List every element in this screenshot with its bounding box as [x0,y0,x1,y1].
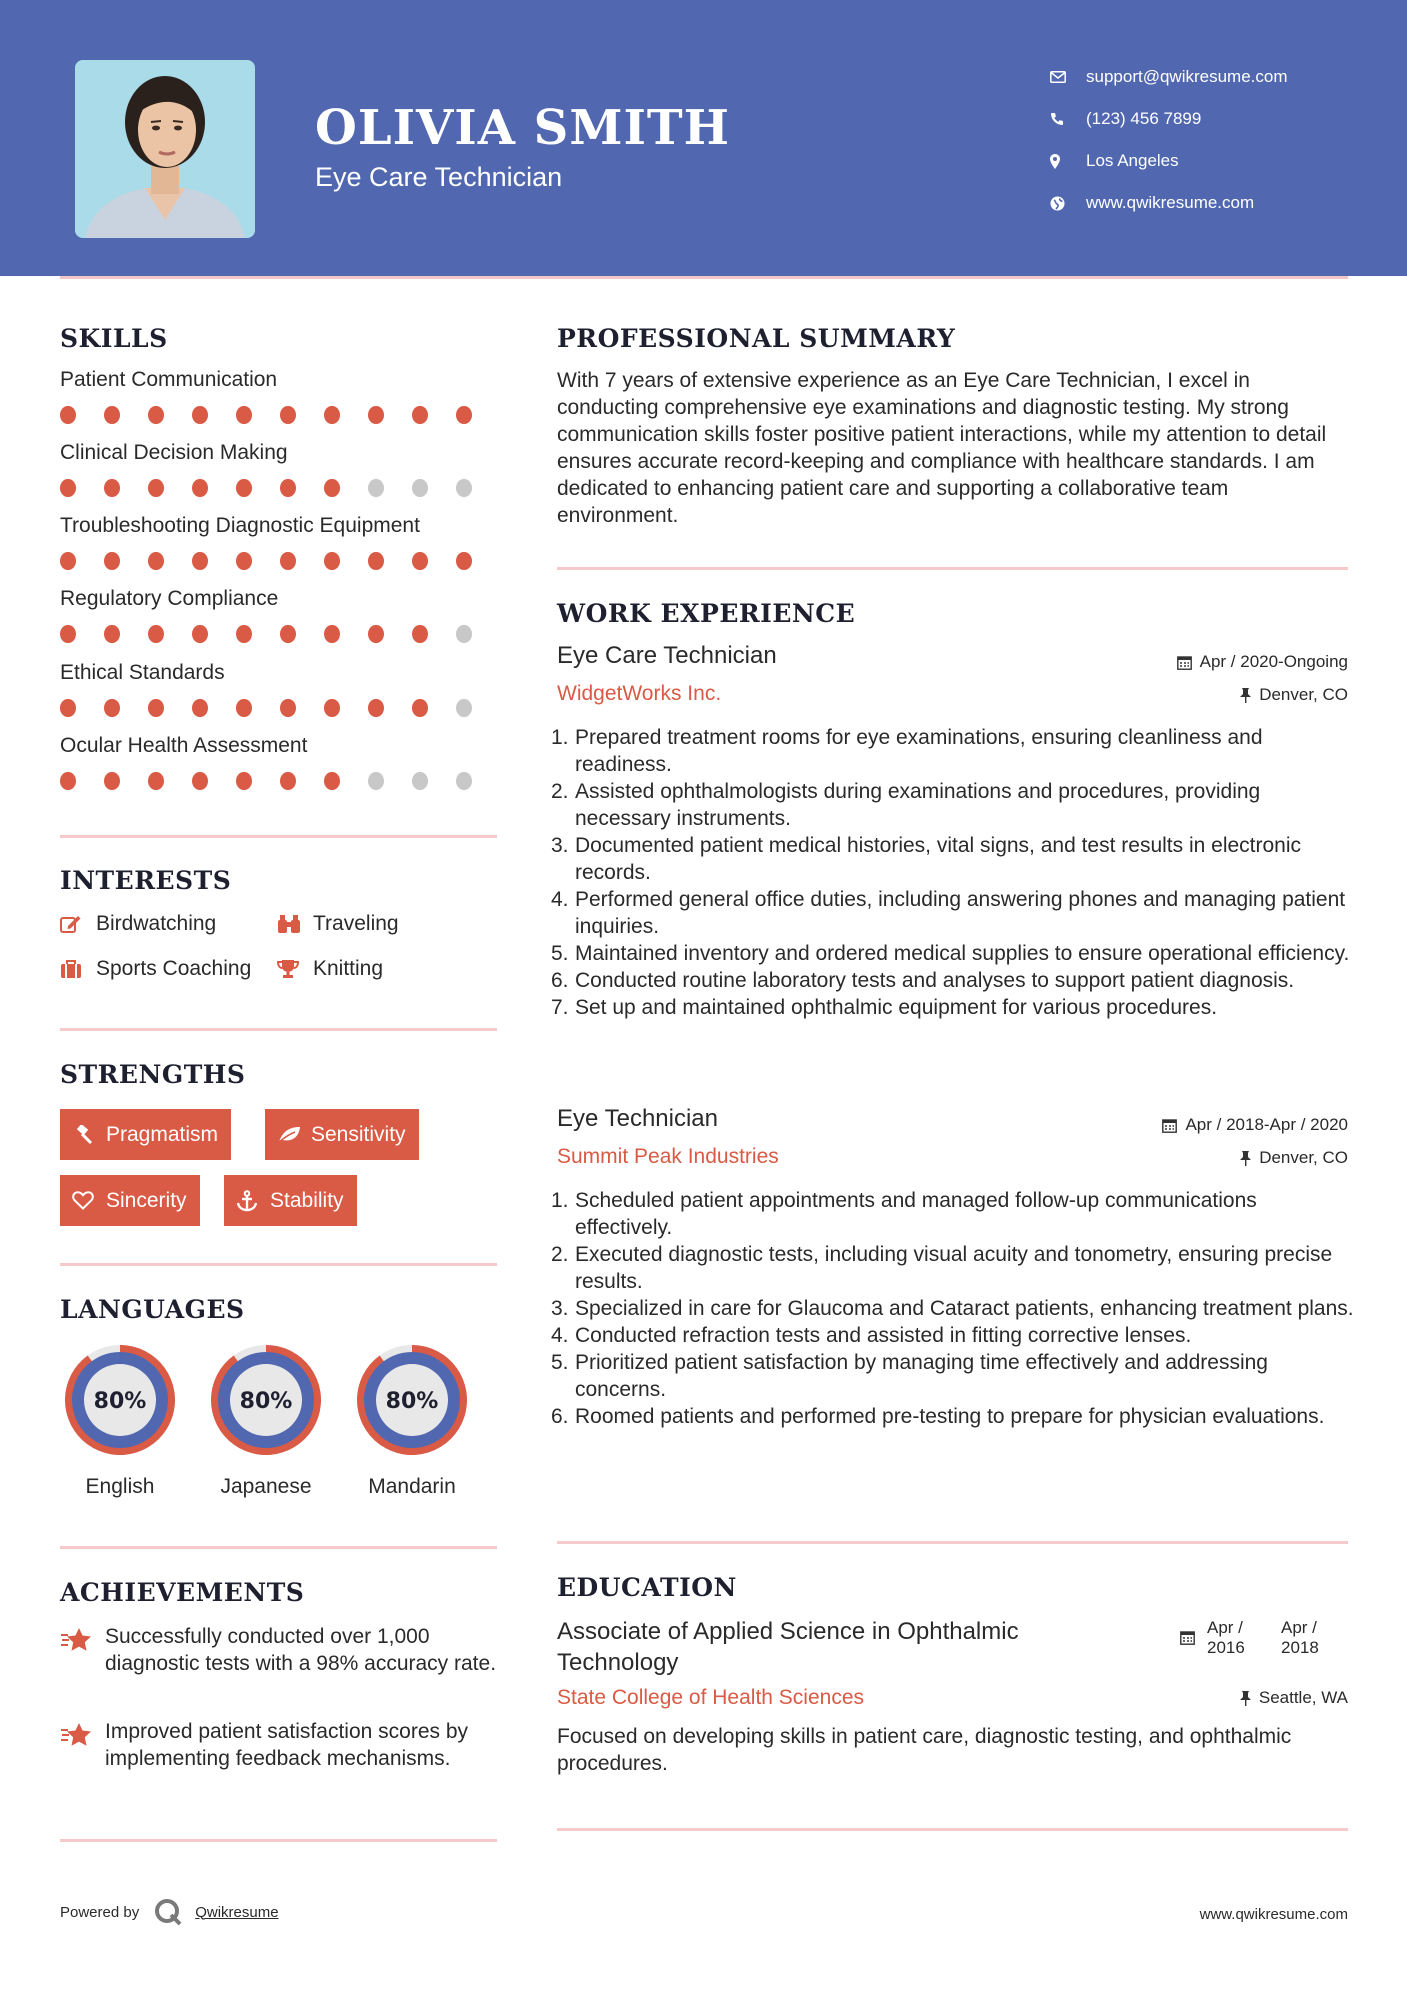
rating-dot-empty [456,625,472,643]
rating-dot-empty [456,699,472,717]
skill-name: Troubleshooting Diagnostic Equipment [60,514,420,537]
rating-dot-filled [368,625,384,643]
rating-dot-filled [104,772,120,790]
interest-item [277,957,383,981]
rating-dot-filled [412,625,428,643]
job-dates [1177,652,1348,672]
languages-heading: LANGUAGES [60,1295,245,1324]
strength-tag [224,1175,357,1226]
rating-dot-filled [104,625,120,643]
language-name: Japanese [220,1475,312,1498]
skill-name: Patient Communication [60,368,278,391]
pushpin-icon [1240,1151,1251,1166]
education-end-date: Apr / 2018 [1281,1618,1319,1657]
contact-website[interactable] [1050,182,1390,224]
skill-item [60,368,500,426]
rating-dot-filled [192,406,208,424]
language-item [59,1339,181,1499]
skill-item [60,514,500,572]
rating-dot-filled [148,479,164,497]
powered-by-label: Powered by [60,1903,140,1921]
rating-dot-filled [280,406,296,424]
rating-dot-filled [148,772,164,790]
rating-dot-filled [280,479,296,497]
interest-item [60,912,216,936]
rating-dot-empty [456,772,472,790]
envelope-icon [1050,71,1086,83]
skill-item [60,441,500,499]
job-location-text: Denver, CO [1259,1148,1348,1167]
pushpin-icon [1240,688,1251,703]
rating-dot-filled [104,479,120,497]
rating-dot-filled [324,772,340,790]
rating-dot-empty [412,479,428,497]
rating-dot-filled [192,699,208,717]
rating-dot-filled [192,772,208,790]
education-description: Focused on developing skills in patient care, diagnostic testing, and ophthalmic procedures. [557,1725,1292,1775]
rating-dot-filled [192,479,208,497]
qwikresume-link[interactable]: Qwikresume [195,1903,279,1921]
gavel-icon [72,1125,106,1145]
leaf-icon [277,1126,311,1144]
strength-label: Stability [270,1188,344,1212]
interest-label: Birdwatching [96,912,217,935]
job-title: Eye Care Technician [557,642,777,669]
calendar-icon [1162,1118,1177,1133]
rating-dot-filled [412,406,428,424]
rating-dot-filled [456,552,472,570]
achievement-item [60,1718,500,1772]
rating-dot-filled [60,772,76,790]
footer-powered-by [60,1897,279,1927]
profile-photo [75,60,255,238]
list-item: 7. Set up and maintained ophthalmic equipment for various procedures. [551,996,1218,1019]
list-item: 6. Conducted routine laboratory tests and analyses to support patient diagnosis. [551,969,1295,992]
rating-dot-filled [324,625,340,643]
strength-tag [60,1109,231,1160]
rating-dot-filled [104,552,120,570]
list-item: 1. Scheduled patient appointments and managed follow-up communications effectively. [551,1189,1257,1239]
skill-rating [60,477,500,499]
section-divider [557,567,1348,570]
header-divider [60,276,1348,279]
rating-dot-filled [280,772,296,790]
degree-title: Associate of Applied Science in Ophthalmic Technology [557,1618,1019,1676]
binoculars-icon [277,914,313,934]
strength-label: Sincerity [106,1188,187,1212]
contact-location [1050,140,1390,182]
briefcase-icon [60,959,96,979]
achievements-heading: ACHIEVEMENTS [60,1578,305,1607]
rating-dot-filled [60,625,76,643]
education-location [1240,1688,1348,1708]
job-bullets [551,1187,1357,1430]
language-item [351,1339,473,1499]
rating-dot-filled [324,479,340,497]
interest-item [60,957,251,981]
achievement-text: Improved patient satisfaction scores by implementing feedback mechanisms. [105,1720,469,1770]
contact-list [1050,56,1390,224]
list-item: 2. Executed diagnostic tests, including visual acuity and tonometry, ensuring precise results. [551,1243,1333,1293]
strength-tag [60,1175,200,1226]
company-name: Summit Peak Industries [557,1145,779,1168]
strengths-heading: STRENGTHS [60,1060,246,1089]
education-location-text: Seattle, WA [1258,1688,1348,1707]
skill-item [60,661,500,719]
language-percent: 80% [93,1389,147,1414]
phone-icon [1050,112,1086,126]
rating-dot-filled [412,699,428,717]
list-item: 3. Specialized in care for Glaucoma and Cataract patients, enhancing treatment plans. [551,1297,1354,1320]
rating-dot-filled [236,406,252,424]
skill-rating [60,550,500,572]
rating-dot-filled [104,699,120,717]
achievement-text: Successfully conducted over 1,000 diagnostic tests with a 98% accuracy rate. [105,1625,497,1675]
map-pin-icon [1050,154,1086,169]
rating-dot-filled [104,406,120,424]
calendar-icon [1180,1630,1195,1645]
list-item: 2. Assisted ophthalmologists during examinations and procedures, providing necessary instruments. [551,780,1261,830]
strength-label: Sensitivity [311,1122,406,1146]
rating-dot-filled [236,772,252,790]
language-name: Mandarin [368,1475,456,1498]
rating-dot-filled [368,406,384,424]
rating-dot-filled [192,552,208,570]
qwikresume-logo-icon [153,1897,183,1927]
anchor-icon [236,1190,270,1212]
interest-label: Traveling [313,912,399,935]
rating-dot-filled [324,406,340,424]
skill-name: Ocular Health Assessment [60,734,308,757]
language-percent: 80% [385,1389,439,1414]
skill-rating [60,770,500,792]
section-divider [60,1546,497,1549]
rating-dot-filled [324,552,340,570]
footer-website[interactable]: www.qwikresume.com [1199,1906,1348,1923]
contact-email[interactable] [1050,56,1390,98]
rating-dot-filled [60,699,76,717]
trophy-icon [277,959,313,979]
skill-name: Ethical Standards [60,661,225,684]
language-percent: 80% [239,1389,293,1414]
contact-email-text: support@qwikresume.com [1086,67,1288,86]
pencil-square-icon [60,914,96,934]
section-divider [60,1839,497,1842]
job-dates-text: Apr / 2018-Apr / 2020 [1185,1115,1348,1134]
interest-item [277,912,399,936]
rating-dot-filled [148,699,164,717]
rating-dot-filled [236,552,252,570]
rating-dot-empty [412,772,428,790]
job-location [1240,685,1348,705]
skill-name: Regulatory Compliance [60,587,279,610]
rating-dot-filled [368,699,384,717]
contact-phone-text: (123) 456 7899 [1086,109,1202,128]
rating-dot-empty [456,479,472,497]
list-item: 5. Maintained inventory and ordered medical supplies to ensure operational efficiency. [551,942,1350,965]
rating-dot-filled [148,625,164,643]
skill-rating [60,623,500,645]
rating-dot-empty [368,479,384,497]
candidate-title: Eye Care Technician [315,162,563,192]
rating-dot-filled [280,699,296,717]
section-divider [60,835,497,838]
rating-dot-filled [236,699,252,717]
rating-dot-filled [280,625,296,643]
strength-tag [265,1109,419,1160]
experience-heading: WORK EXPERIENCE [557,599,856,628]
language-item [205,1339,327,1499]
rating-dot-empty [368,772,384,790]
language-donut [205,1339,327,1461]
rating-dot-filled [324,699,340,717]
globe-icon [1050,196,1086,211]
job-dates-text: Apr / 2020-Ongoing [1199,652,1348,671]
list-item: 1. Prepared treatment rooms for eye examinations, ensuring cleanliness and readiness. [551,726,1263,776]
list-item: 6. Roomed patients and performed pre-testing to prepare for physician evaluations. [551,1405,1325,1428]
education-heading: EDUCATION [557,1573,737,1602]
language-name: English [85,1475,155,1498]
company-name: WidgetWorks Inc. [557,682,722,705]
star-icon [60,1623,105,1677]
contact-website-text: www.qwikresume.com [1086,193,1255,212]
job-location-text: Denver, CO [1259,685,1348,704]
interests-heading: INTERESTS [60,866,232,895]
section-divider [557,1541,1348,1544]
rating-dot-filled [412,552,428,570]
pushpin-icon [1240,1691,1251,1706]
job-dates [1162,1115,1348,1135]
job-bullets [551,724,1357,1021]
resume-header [0,0,1407,276]
rating-dot-filled [60,406,76,424]
strength-label: Pragmatism [106,1122,219,1146]
interest-label: Sports Coaching [96,957,252,980]
rating-dot-filled [236,479,252,497]
heart-icon [72,1191,106,1210]
list-item: 5. Prioritized patient satisfaction by managing time effectively and addressing concerns. [551,1351,1268,1401]
section-divider [60,1028,497,1031]
rating-dot-filled [192,625,208,643]
contact-phone[interactable] [1050,98,1390,140]
achievement-item [60,1623,500,1677]
rating-dot-filled [148,406,164,424]
interest-label: Knitting [313,957,384,980]
job-title: Eye Technician [557,1105,718,1132]
rating-dot-filled [368,552,384,570]
skill-name: Clinical Decision Making [60,441,288,464]
rating-dot-filled [236,625,252,643]
section-divider [60,1263,497,1266]
list-item: 3. Documented patient medical histories, vital signs, and test results in electronic records. [551,834,1302,884]
section-divider [557,1828,1348,1831]
list-item: 4. Conducted refraction tests and assisted in fitting corrective lenses. [551,1324,1192,1347]
skills-heading: SKILLS [60,324,168,353]
skill-rating [60,697,500,719]
summary-text: With 7 years of extensive experience as an Eye Care Technician, I excel in conducting comprehensive eye examinations and diagnostic testing. My strong communication skills foster positive patient interactions, while my attention to detail ensures accurate record-keeping and compliance with healthcare standards. I am dedicated to enhancing patient care and supporting a collaborative team environment. [557,369,1327,527]
list-item: 4. Performed general office duties, including answering phones and managing patient inquiries. [551,888,1346,938]
skill-item [60,734,500,792]
job-location [1240,1148,1348,1168]
rating-dot-filled [60,552,76,570]
rating-dot-filled [148,552,164,570]
rating-dot-filled [456,406,472,424]
calendar-icon [1177,655,1192,670]
rating-dot-filled [60,479,76,497]
contact-location-text: Los Angeles [1086,151,1179,170]
star-icon [60,1718,105,1772]
education-start-date: Apr / 2016 [1207,1618,1245,1657]
skill-rating [60,404,500,426]
rating-dot-filled [280,552,296,570]
language-donut [59,1339,181,1461]
education-dates [1180,1618,1327,1658]
skill-item [60,587,500,645]
summary-heading: PROFESSIONAL SUMMARY [557,324,956,353]
school-name: State College of Health Sciences [557,1686,865,1709]
candidate-name: OLIVIA SMITH [315,100,730,156]
language-donut [351,1339,473,1461]
